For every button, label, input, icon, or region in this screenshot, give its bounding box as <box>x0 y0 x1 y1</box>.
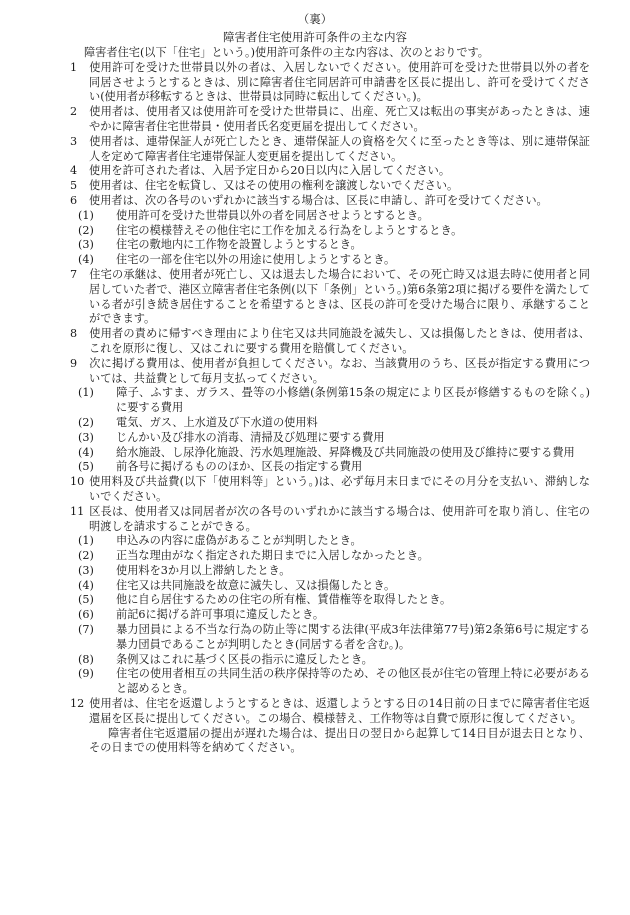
sub-item-number: (7) <box>78 623 94 637</box>
sub-item <box>70 416 590 431</box>
item-number: 10 <box>70 475 85 489</box>
back-side-label: （裏） <box>297 12 333 26</box>
sub-item <box>70 653 590 668</box>
sub-item-number: (2) <box>78 549 94 563</box>
sub-item-number: (5) <box>78 593 94 607</box>
sub-item <box>70 564 590 579</box>
sub-item-number: (3) <box>78 430 94 444</box>
sub-item-text: 正当な理由がなく指定された期日までに入居しなかったとき。 <box>116 549 429 563</box>
sub-item-text: 電気、ガス、上水道及び下水道の使用料 <box>116 415 318 429</box>
sub-item-number: (4) <box>78 445 94 459</box>
sub-item-number: (1) <box>78 534 94 548</box>
condition-item <box>70 475 590 505</box>
item-text: 使用者は、連帯保証人が死亡したとき、連帯保証人の資格を欠くに至ったとき等は、別に連帯保証人を定めて障害者住宅連帯保証人変更届を提出してください。 <box>89 134 590 163</box>
sub-item <box>70 431 590 446</box>
item-number: 1 <box>70 60 78 74</box>
sub-item-text: 申込みの内容に虚偽があることが判明したとき。 <box>116 534 362 548</box>
condition-item <box>70 105 590 135</box>
sub-item-text: 前記6に掲げる許可事項に違反したとき。 <box>116 608 325 622</box>
condition-item <box>70 179 590 194</box>
sub-item-number: (9) <box>78 667 94 681</box>
condition-item <box>70 268 590 327</box>
sub-item <box>70 460 590 475</box>
item-text: 使用者は、住宅を返還しようとするときは、返還しようとする日の14日前の日までに障害者住宅返還届を区長に提出してください。この場合、模様替え、工作物等は自費で原形に復してください。 <box>89 697 590 725</box>
item-text: 次に掲げる費用は、使用者が負担してください。なお、当該費用のうち、区長が指定する費用については、共益費として毎月支払ってください。 <box>89 356 590 385</box>
conditions-body <box>70 46 590 756</box>
sub-item <box>70 549 590 564</box>
item-number: 11 <box>70 504 85 518</box>
sub-item <box>70 579 590 594</box>
sub-item-text: 使用料を3か月以上滞納したとき。 <box>116 563 291 577</box>
item-number: 8 <box>70 327 78 341</box>
sub-item-number: (6) <box>78 608 94 622</box>
sub-item-number: (8) <box>78 652 94 666</box>
condition-item <box>70 697 590 727</box>
sub-item <box>70 386 590 416</box>
item-number: 3 <box>70 134 78 148</box>
sub-item-number: (4) <box>78 578 94 592</box>
item-text: 使用を許可された者は、入居予定日から20日以内に入居してください。 <box>89 164 451 178</box>
item-number: 7 <box>70 267 78 281</box>
sub-item-text: 他に自ら居住するための住宅の所有権、賃借権等を取得したとき。 <box>116 593 452 607</box>
item-text: 使用者は、使用者又は使用許可を受けた世帯員に、出産、死亡又は転出の事実があったときは、速やかに障害者住宅世帯員・使用者氏名変更届を提出してください。 <box>89 105 590 133</box>
sub-item-text: 住宅の敷地内に工作物を設置しようとするとき。 <box>116 238 362 252</box>
sub-item-text: 給水施設、し尿浄化施設、汚水処理施設、昇降機及び共同施設の使用及び維持に要する費用 <box>116 445 575 459</box>
sub-item <box>70 534 590 549</box>
intro-paragraph: 障害者住宅(以下「住宅」という。)使用許可条件の主な内容は、次のとおりです。 <box>84 46 489 59</box>
item-text: 使用料及び共益費(以下「使用料等」という。)は、必ず毎月末日までにその月分を支払い、滞納しないでください。 <box>89 475 590 503</box>
condition-item <box>70 194 590 209</box>
sub-item-text: 使用許可を受けた世帯員以外の者を同居させようとするとき。 <box>116 208 429 222</box>
sub-item-text: 住宅の一部を住宅以外の用途に使用しようとするとき。 <box>116 253 396 267</box>
item-text: 住宅の承継は、使用者が死亡し、又は退去した場合において、その死亡時又は退去時に使用者と同居していた者で、港区立障害者住宅条例(以下「条例」という。)第6条第2項に掲げる要件を満たしている者が引き続き居住することを希望するときは、区長の許可を受けた場合に限り、承継することができます。 <box>89 267 590 326</box>
sub-item-number: (1) <box>78 386 94 400</box>
sub-item-text: 住宅の模様替えその他住宅に工作を加える行為をしようとするとき。 <box>116 223 463 237</box>
condition-item <box>70 505 590 535</box>
condition-item <box>70 327 590 357</box>
item-text: 使用者は、次の各号のいずれかに該当する場合は、区長に申請し、許可を受けてください。 <box>89 193 548 207</box>
item-number: 2 <box>70 105 78 119</box>
sub-item-text: 住宅の使用者相互の共同生活の秩序保持等のため、その他区長が住宅の管理上特に必要があると認めるとき。 <box>116 667 590 696</box>
sub-item-number: (1) <box>78 208 94 222</box>
sub-item-text: 住宅又は共同施設を故意に滅失し、又は損傷したとき。 <box>116 578 396 592</box>
condition-item <box>70 61 590 105</box>
sub-item-number: (3) <box>78 563 94 577</box>
sub-item <box>70 209 590 224</box>
sub-item-number: (3) <box>78 238 94 252</box>
sub-item-text: 条例又はこれに基づく区長の指示に違反したとき。 <box>116 652 373 666</box>
sub-item <box>70 593 590 608</box>
sub-item-text: 暴力団員による不当な行為の防止等に関する法律(平成3年法律第77号)第2条第6号に規定する暴力団員であることが判明したとき(同居する者を含む。)。 <box>116 623 590 651</box>
item-number: 12 <box>70 697 85 711</box>
item-text: 使用者の責めに帰すべき理由により住宅又は共同施設を滅失し、又は損傷したときは、使用者は、これを原形に復し、又はこれに要する費用を賠償してください。 <box>89 327 590 355</box>
sub-item <box>70 253 590 268</box>
sub-item <box>70 238 590 253</box>
sub-item-number: (2) <box>78 223 94 237</box>
sub-item-text: 障子、ふすま、ガラス、畳等の小修繕(条例第15条の規定により区長が修繕するものを除く。)に要する費用 <box>116 386 590 415</box>
sub-item-text: 前各号に掲げるもののほか、区長の指定する費用 <box>116 460 363 474</box>
sub-item-number: (4) <box>78 253 94 267</box>
sub-item-number: (2) <box>78 415 94 429</box>
item-text: 区長は、使用者又は同居者が次の各号のいずれかに該当する場合は、使用許可を取り消し、住宅の明渡しを請求することができる。 <box>89 504 590 533</box>
sub-item <box>70 224 590 239</box>
condition-item <box>70 357 590 387</box>
sub-item <box>70 608 590 623</box>
sub-item <box>70 623 590 653</box>
item-number: 4 <box>70 164 78 178</box>
item-text: 使用許可を受けた世帯員以外の者は、入居しないでください。使用許可を受けた世帯員以外の者を同居させようとするときは、別に障害者住宅同居許可申請書を区長に提出し、許可を受けてください(使用者が移転するときは、世帯員は同時に転出してください。)。 <box>89 60 590 104</box>
item-text: 使用者は、住宅を転貸し、又はその使用の権利を譲渡しないでください。 <box>89 179 459 193</box>
sub-item-text: じんかい及び排水の消毒、清掃及び処理に要する費用 <box>116 430 385 444</box>
closing-paragraph: 障害者住宅返還届の提出が遅れた場合は、提出日の翌日から起算して14日目が退去日となり、その日までの使用料等を納めてください。 <box>89 726 590 755</box>
item-number: 5 <box>70 179 78 193</box>
condition-item <box>70 164 590 179</box>
sub-item-number: (5) <box>78 460 94 474</box>
document-title: 障害者住宅使用許可条件の主な内容 <box>223 30 407 44</box>
item-number: 9 <box>70 356 78 370</box>
condition-item <box>70 135 590 165</box>
sub-item <box>70 667 590 697</box>
sub-item <box>70 446 590 461</box>
item-number: 6 <box>70 193 78 207</box>
